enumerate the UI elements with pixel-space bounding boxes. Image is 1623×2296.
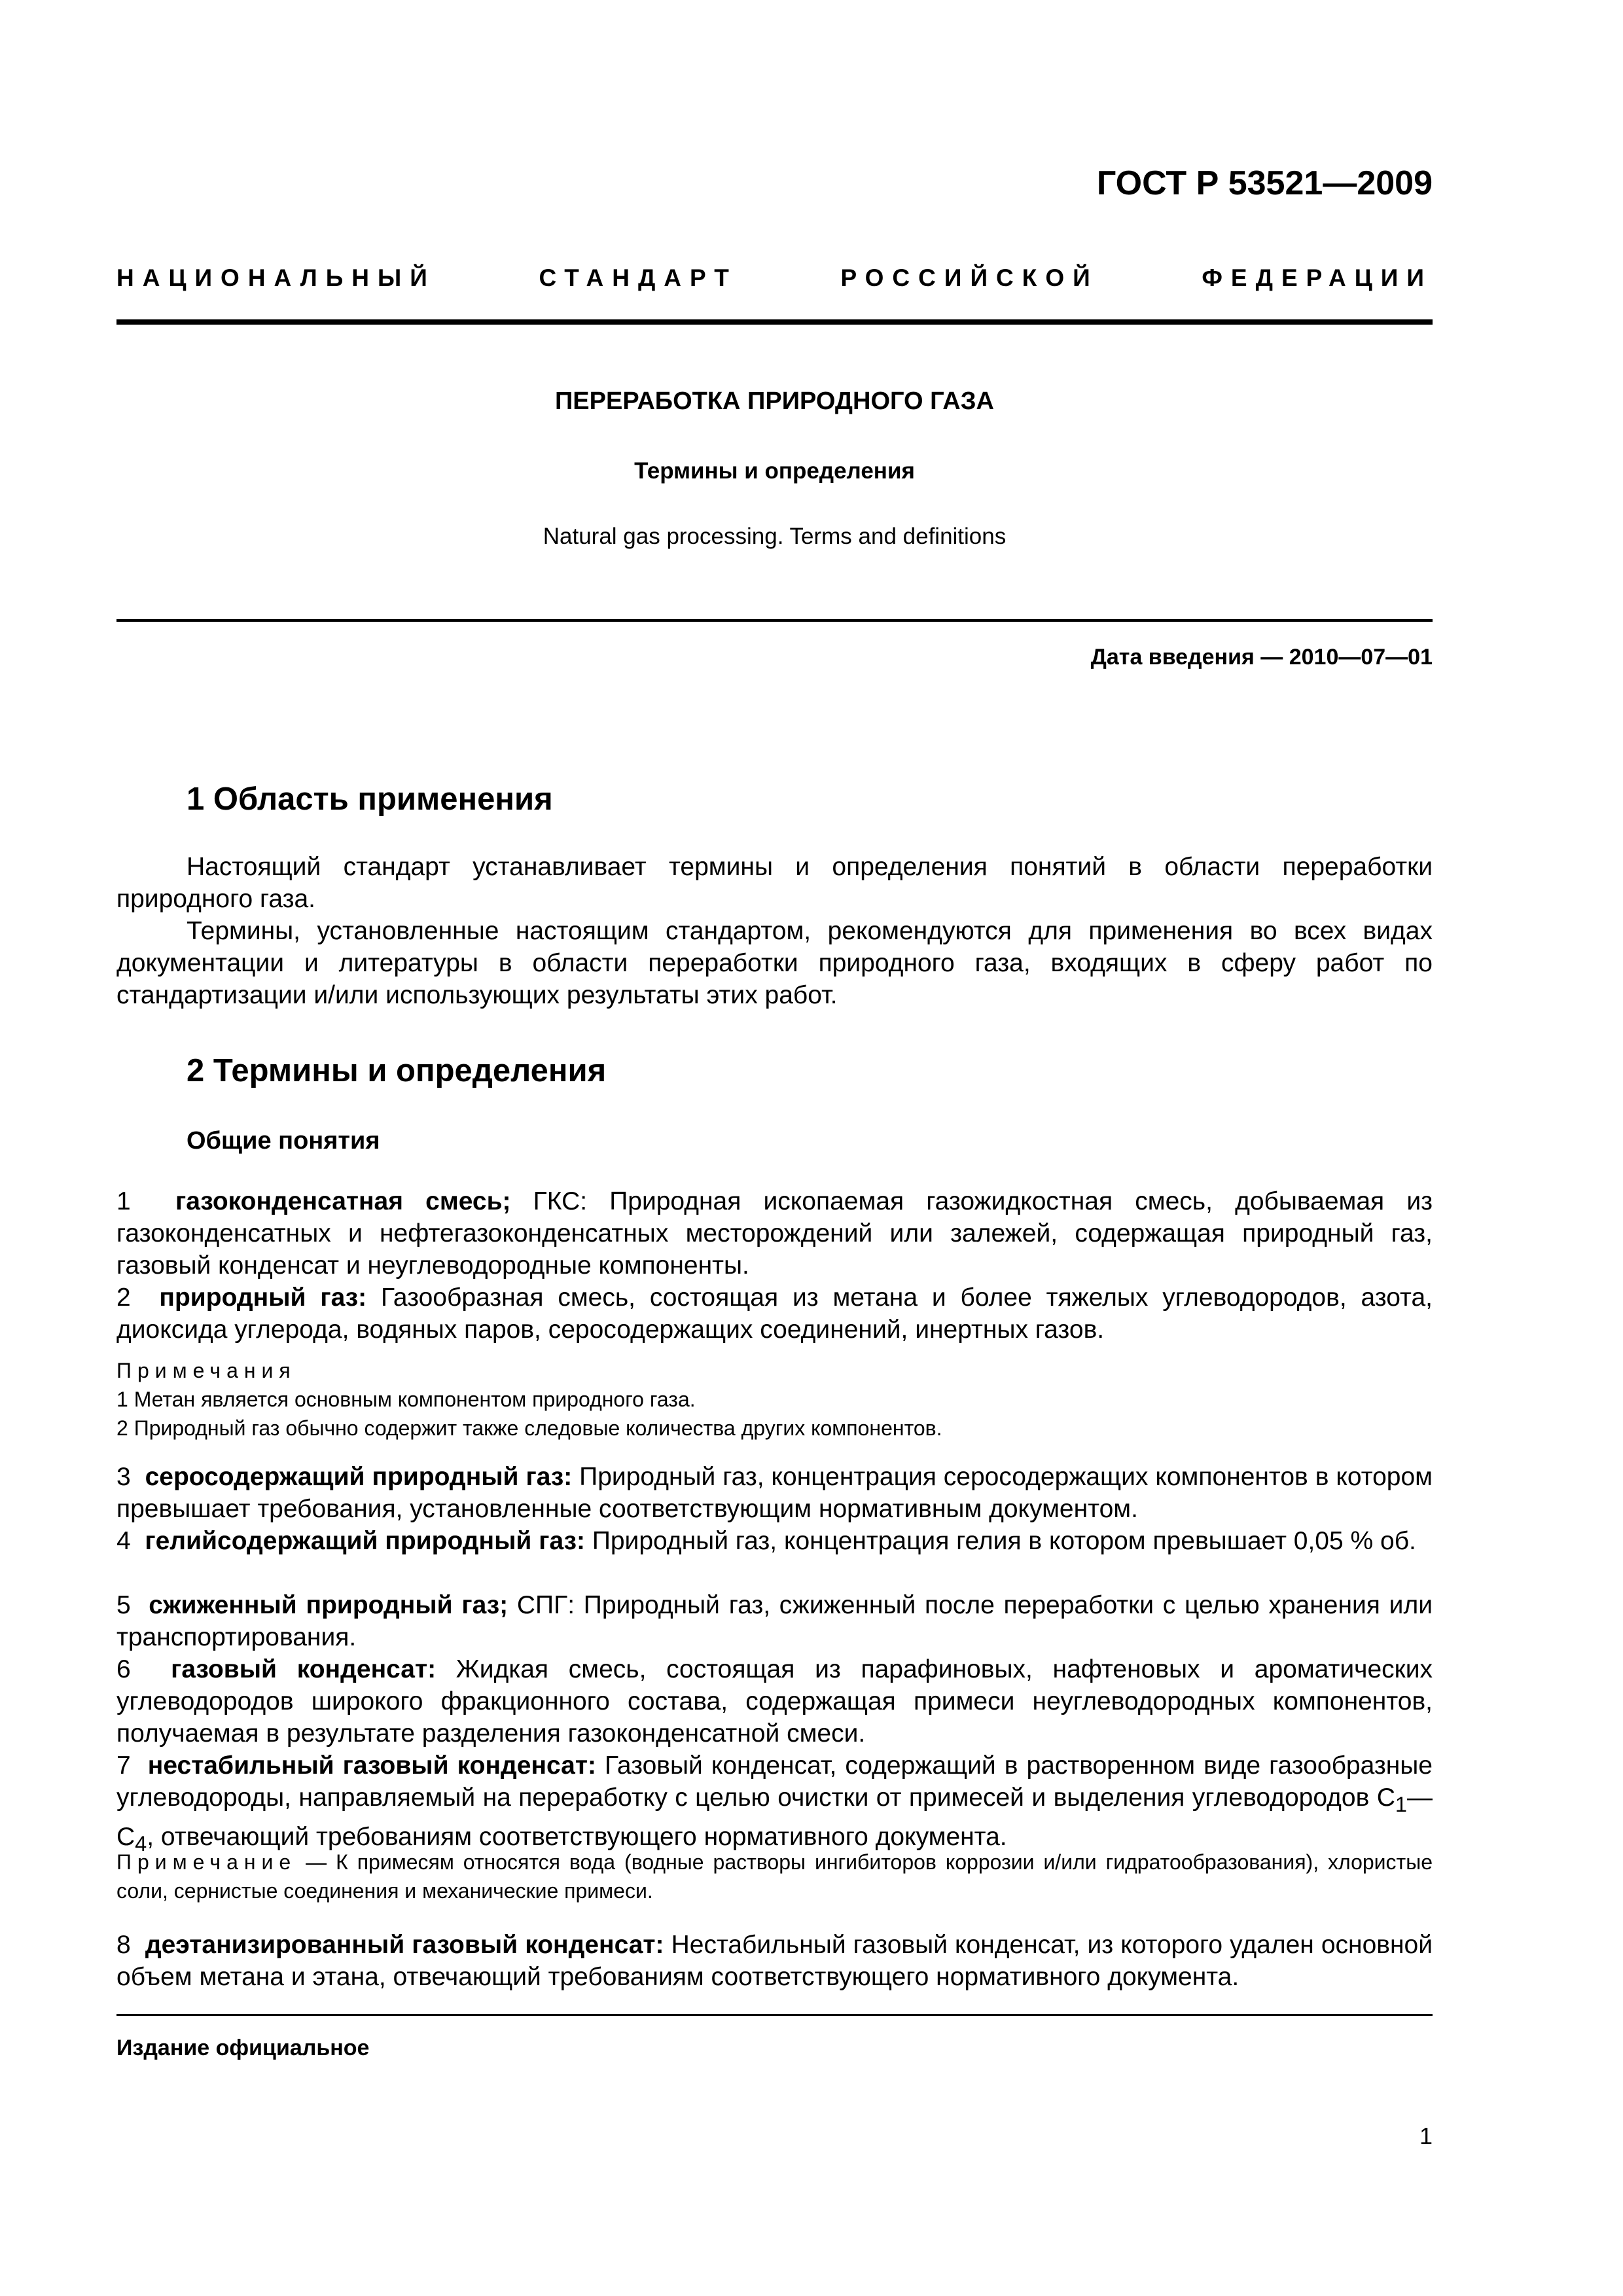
note-item: 2 Природный газ обычно содержит также следовые количества других компонентов.	[116, 1416, 942, 1440]
term-definition: Газообразная смесь, состоящая из метана и более тяжелых углеводородов, азота, диоксида углерода, водяных паров, серосодержащих соединений, инертных газов.	[116, 1283, 1433, 1344]
notes-label: Примечания	[116, 1359, 296, 1382]
national-standard-banner	[116, 264, 1433, 292]
term-entry-1	[116, 1185, 1433, 1282]
subscript: 1	[1395, 1792, 1407, 1816]
section-1-paragraph-2: Термины, установленные настоящим стандартом, рекомендуются для применения во всех видах документации и литературы в области переработки природного газа, входящих в сферу работ по стандартизации и/или использующих результаты этих работ.	[116, 917, 1433, 1009]
term-entry-3	[116, 1461, 1433, 1525]
term-name: природный газ:	[159, 1283, 367, 1312]
term-entry-6	[116, 1653, 1433, 1749]
term-definition: ГКС: Природная ископаемая газожидкостная смесь, добываемая из газоконденсатных и нефтегазоконденсатных месторождений или залежей, содержащая природный газ, газовый конденсат и неуглеводородные компоненты.	[116, 1187, 1433, 1280]
term-name: газоконденсатная смесь;	[175, 1187, 511, 1215]
banner-word: СТАНДАРТ	[539, 264, 738, 291]
banner-word: РОССИЙСКОЙ	[840, 264, 1099, 291]
term-name: серосодержащий природный газ:	[145, 1463, 573, 1491]
term-name: деэтанизированный газовый конденсат:	[145, 1931, 664, 1959]
page-number: 1	[1419, 2123, 1433, 2149]
banner-word: НАЦИОНАЛЬНЫЙ	[116, 264, 436, 291]
section-1-heading: 1 Область применения	[187, 781, 553, 817]
term-entry-2	[116, 1282, 1433, 1346]
term-name: сжиженный природный газ;	[149, 1591, 508, 1619]
term-definition: СПГ: Природный газ, сжиженный после переработки с целью хранения или транспортирования.	[116, 1591, 1433, 1651]
general-concepts-subheading: Общие понятия	[187, 1127, 380, 1155]
term-entry-7	[116, 1749, 1433, 1860]
footer-rule	[116, 2014, 1433, 2016]
term-number: 3	[116, 1463, 131, 1491]
term-definition: Природный газ, концентрация серосодержащих компонентов в котором превышает требования, установленные соответствующим нормативным документом.	[116, 1463, 1433, 1523]
section-1-paragraph-1: Настоящий стандарт устанавливает термины и определения понятий в области переработки природного газа.	[116, 853, 1433, 913]
english-title: Natural gas processing. Terms and definitions	[543, 524, 1007, 549]
document-number: ГОСТ Р 53521—2009	[1096, 164, 1433, 202]
term-number: 8	[116, 1931, 131, 1959]
term-number: 2	[116, 1283, 131, 1312]
term-number: 1	[116, 1187, 131, 1215]
note-label: Примечание	[116, 1850, 297, 1874]
note-single	[116, 1848, 1433, 1905]
term-definition: Газовый конденсат, содержащий в растворенном виде газообразные углеводороды, направляемый на переработку с целью очистки от примесей и выделения углеводородов С	[116, 1751, 1433, 1812]
term-definition: —С	[116, 1784, 1433, 1851]
official-edition-label: Издание официальное	[116, 2036, 370, 2060]
term-definition: Жидкая смесь, состоящая из парафиновых, нафтеновых и ароматических углеводородов широкого фракционного состава, содержащая примеси неуглеводородных компонентов, получаемая в результате разделения газоконденсатной смеси.	[116, 1655, 1433, 1748]
term-number: 6	[116, 1655, 131, 1683]
introduction-date: Дата введения — 2010—07—01	[1090, 645, 1433, 670]
title-rule	[116, 619, 1433, 622]
term-entry-4	[116, 1525, 1433, 1557]
term-number: 4	[116, 1527, 131, 1555]
term-entry-5	[116, 1589, 1433, 1653]
notes-block	[116, 1356, 1433, 1443]
note-text: — К примесям относятся вода (водные растворы ингибиторов коррозии и/или гидратообразования), хлористые соли, сернистые соединения и механические примеси.	[116, 1850, 1433, 1903]
note-item: 1 Метан является основным компонентом природного газа.	[116, 1388, 696, 1411]
term-number: 7	[116, 1751, 131, 1780]
document-subtitle: Термины и определения	[634, 458, 915, 484]
term-definition: , отвечающий требованиям соответствующего нормативного документа.	[147, 1822, 1007, 1851]
top-rule	[116, 319, 1433, 325]
term-number: 5	[116, 1591, 131, 1619]
subscript: 4	[135, 1831, 147, 1856]
banner-word: ФЕДЕРАЦИИ	[1202, 264, 1433, 291]
term-name: гелийсодержащий природный газ:	[145, 1527, 585, 1555]
term-definition: Природный газ, концентрация гелия в котором превышает 0,05 % об.	[585, 1527, 1416, 1555]
section-2-heading: 2 Термины и определения	[187, 1053, 607, 1088]
term-definition: Нестабильный газовый конденсат, из которого удален основной объем метана и этана, отвечающий требованиям соответствующего нормативного документа.	[116, 1931, 1433, 1991]
term-name: газовый конденсат:	[171, 1655, 437, 1683]
term-entry-8	[116, 1929, 1433, 1993]
term-name: нестабильный газовый конденсат:	[147, 1751, 596, 1780]
document-title: ПЕРЕРАБОТКА ПРИРОДНОГО ГАЗА	[554, 387, 994, 415]
